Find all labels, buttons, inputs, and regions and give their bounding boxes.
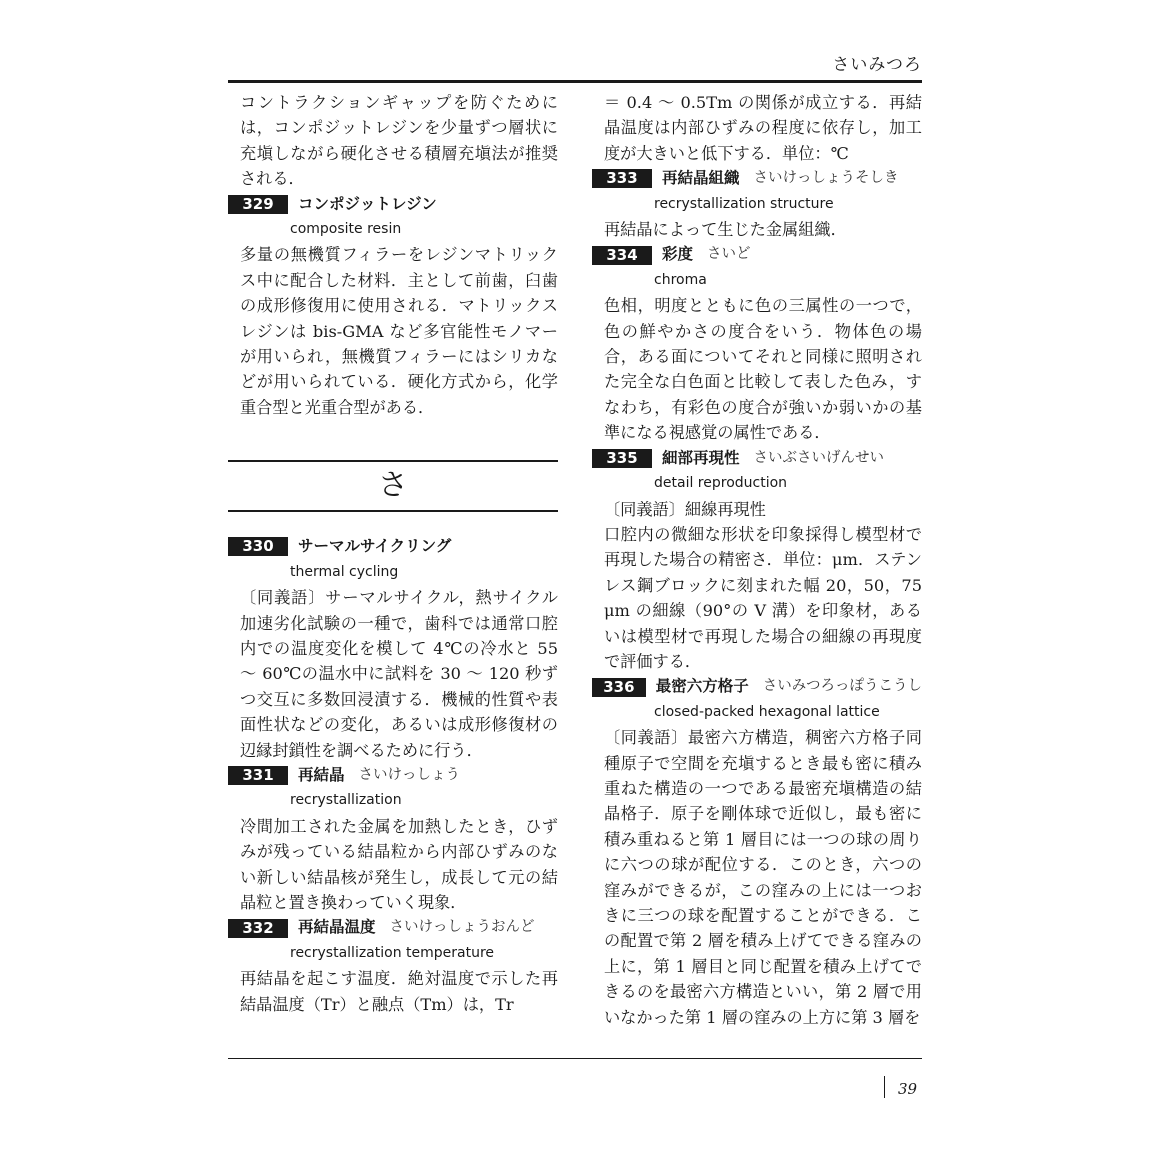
entry-number: 331 — [228, 766, 288, 785]
entry-english: recrystallization — [290, 792, 402, 809]
section-rule-bottom — [228, 510, 558, 512]
entry-term: 再結晶組織 — [662, 169, 740, 188]
entry-term: 彩度 — [662, 245, 694, 264]
footer-rule — [228, 1058, 922, 1059]
entry-term: コンポジットレジン — [298, 194, 437, 213]
intro-paragraph: コントラクションギャップを防ぐためには，コンポジットレジンを少量ずつ層状に充塡しながら硬化させる積層充塡法が推奨される． — [240, 93, 558, 189]
entry-number: 329 — [228, 195, 288, 214]
entry-331-head — [228, 763, 558, 788]
entry-number: 333 — [592, 169, 652, 188]
entry-332-head — [228, 915, 558, 940]
entry-term: 最密六方格子 — [655, 677, 749, 696]
entry-term: 細部再現性 — [662, 448, 740, 467]
entry-335-head — [592, 446, 922, 471]
entry-reading: さいぶさいげんせい — [753, 449, 885, 466]
left-column — [240, 90, 558, 1017]
entry-336-head — [592, 674, 922, 699]
entry-english: recrystallization temperature — [290, 944, 495, 961]
entry-reading: さいけっしょうそしき — [753, 170, 899, 187]
entry-english: detail reproduction — [654, 475, 788, 492]
entry-number: 335 — [592, 449, 652, 468]
entry-term: 再結晶 — [298, 765, 345, 784]
entry-330-head — [228, 534, 558, 559]
entry-body: 口腔内の微細な形状を印象採得し模型材で再現した場合の精密さ．単位：μm．ステンレス鋼ブロックに刻まれた幅 20，50，75 μm の細線（90°の V 溝）を印象材，あるいは模型材で再現した場合の細線の再現度で評価する． — [604, 524, 922, 671]
entry-english: chroma — [654, 271, 707, 288]
continued-paragraph: ＝ 0.4 ～ 0.5Tm の関係が成立する．再結晶温度は内部ひずみの程度に依存し，加工度が大きいと低下する．単位：℃ — [604, 93, 922, 163]
section-kana: さ — [378, 468, 408, 504]
entry-body: 色相，明度とともに色の三属性の一つで，色の鮮やかさの度合をいう．物体色の場合，ある面についてそれと同様に照明された完全な白色面と比較して表した色み，すなわち，有彩色の度合が強いか弱いかの基準になる視感覚の属性である． — [604, 296, 922, 443]
entry-reading: さいど — [707, 246, 751, 263]
entry-body: 再結晶によって生じた金属組織． — [604, 220, 847, 240]
entry-number: 334 — [592, 246, 652, 265]
entry-number: 332 — [228, 919, 288, 938]
entry-number: 336 — [592, 678, 646, 697]
entry-333-head — [592, 166, 922, 191]
entry-number: 330 — [228, 537, 288, 556]
right-column — [604, 90, 922, 1030]
page-number: 39 — [898, 1080, 918, 1098]
header-rule — [228, 80, 922, 83]
entry-english: composite resin — [290, 221, 402, 238]
entry-body: 多量の無機質フィラーをレジンマトリックス中に配合した材料．主として前歯，臼歯の成形修復用に使用される．マトリックスレジンは bis-GMA など多官能性モノマーが用いられ，無機質フィラーにはシリカなどが用いられている．硬化方式から，化学重合型と光重合型がある． — [240, 245, 558, 417]
entry-english: recrystallization structure — [654, 195, 834, 212]
entry-english: thermal cycling — [290, 563, 399, 580]
entry-term: サーマルサイクリング — [298, 537, 452, 556]
entry-reading: さいけっしょうおんど — [389, 919, 535, 936]
entry-body: 〔同義語〕最密六方構造，稠密六方格子同種原子で空間を充塡するとき最も密に積み重ねた構造の一つである最密充塡構造の結晶格子．原子を剛体球で近似し，最も密に積み重ねると第 1 層目には一つの球の周りに六つの球が配位する．このとき，六つの窪みができるが，この窪みの上には一つおきに三つの球を配置することができる．この配置で第 2 層を積み上げてできる窪みの上に，第 1 層目と同じ配置を積み上げてできるのを最密六方構造といい，第 2 層で用いなかった第 1 層の窪みの上方に第 3 層を — [604, 728, 922, 1027]
entry-reading: さいみつろっぽうこうし — [762, 678, 922, 695]
running-header: さいみつろ — [832, 55, 922, 75]
kana-section-header — [228, 460, 558, 512]
entry-body: 再結晶を起こす温度．絶対温度で示した再結晶温度（Tr）と融点（Tm）は，Tr — [240, 969, 558, 1014]
entry-body: 〔同義語〕サーマルサイクル，熱サイクル加速劣化試験の一種で，歯科では通常口腔内での温度変化を模して 4℃の冷水と 55 ～ 60℃の温水中に試料を 30 ～ 120 秒ずつ交互に多数回浸漬する．機械的性質や表面性状などの変化，あるいは成形修復材の辺縁封鎖性を調べるために行う． — [240, 588, 558, 760]
page-number-bar — [884, 1076, 885, 1098]
entry-term: 再結晶温度 — [298, 918, 376, 937]
entry-reading: さいけっしょう — [358, 766, 461, 783]
entry-329-head — [228, 192, 558, 217]
entry-334-head — [592, 242, 922, 267]
entry-english: closed-packed hexagonal lattice — [654, 703, 880, 720]
entry-synonym: 〔同義語〕細線再現性 — [604, 499, 766, 519]
entry-body: 冷間加工された金属を加熱したとき，ひずみが残っている結晶粒から内部ひずみのない新しい結晶核が発生し，成長して元の結晶粒と置き換わっていく現象． — [240, 816, 558, 912]
